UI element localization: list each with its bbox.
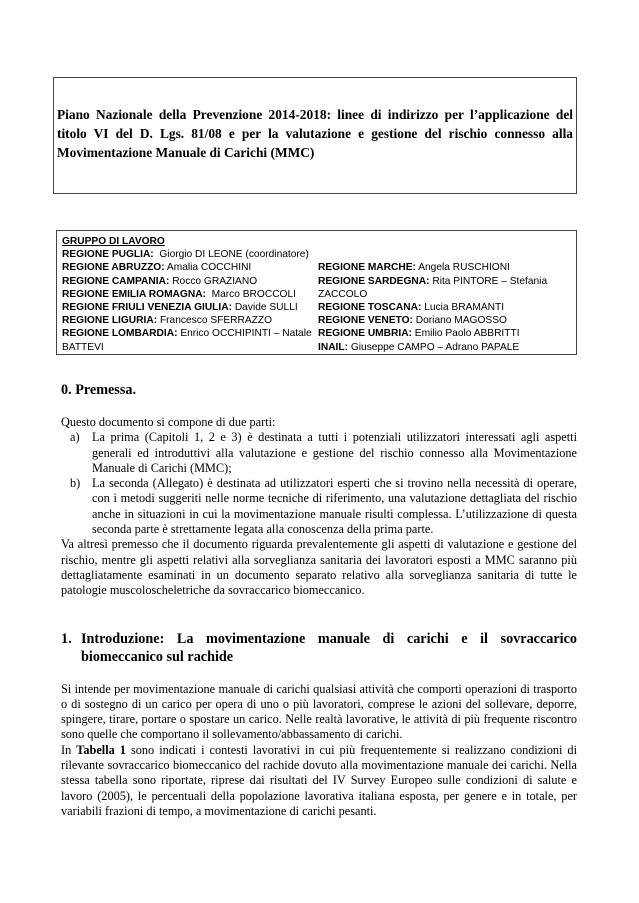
working-group-heading: GRUPPO DI LAVORO — [62, 236, 165, 247]
member-row — [62, 248, 318, 261]
list-item-text: La seconda (Allegato) è destinata ad utilizzatori esperti che si trovino nella necessità di operare, con i metodi suggeriti nelle norme tecniche di riferimento, una valutazione dettagliata del rischio anche in situazioni in cui la movimentazione manuale risulti complessa. L’utilizzazione di questa seconda parte è strettamente legata alla conoscenza della prima parte. — [92, 476, 577, 537]
intro-paragraph-1: Si intende per movimentazione manuale di carichi qualsiasi attività che comporti operazioni di trasporto o di sostegno di un carico per opera di uno o più lavoratori, comprese le azioni del sollevare, deporre, spingere, tirare, portare o spostare un carico. Nelle realtà lavorative, le attività di più frequente riscontro sono quelle che comportano il sollevamento/abbassamento di carichi. — [61, 681, 577, 742]
table-reference: Tabella 1 — [76, 742, 126, 757]
list-item-label: b) — [70, 476, 81, 491]
member-row — [62, 275, 318, 288]
member-row — [318, 327, 572, 340]
member-names: Giorgio DI LEONE (coordinatore) — [159, 249, 309, 261]
premessa-list — [61, 430, 577, 537]
member-region: REGIONE CAMPANIA: — [62, 275, 170, 287]
member-region: REGIONE TOSCANA: — [318, 302, 422, 313]
member-row — [62, 288, 318, 301]
premessa-intro: Questo documento si compone di due parti: — [61, 415, 276, 429]
member-region: REGIONE ABRUZZO: — [62, 262, 165, 274]
working-group-box — [56, 230, 577, 355]
member-row — [62, 327, 318, 353]
working-group-right-column — [318, 248, 572, 354]
intro-paragraph-2 — [61, 743, 577, 819]
list-item — [61, 476, 577, 537]
member-row — [318, 341, 572, 354]
body-content — [61, 381, 577, 819]
title-box — [53, 77, 577, 194]
member-region: REGIONE LIGURIA: — [62, 315, 158, 327]
intro-paragraph-2-start: In — [61, 742, 72, 757]
member-region: REGIONE FRIULI VENEZIA GIULIA: — [62, 302, 232, 314]
working-group-left-column — [62, 248, 318, 354]
member-names: Lucia BRAMANTI — [424, 302, 505, 313]
member-names: Angela RUSCHIONI — [418, 262, 510, 274]
list-item — [61, 430, 577, 476]
intro-heading-title: Introduzione: La movimentazione manuale di carichi e il sovraccarico biomeccanico sul rachide — [81, 630, 577, 665]
member-region: REGIONE UMBRIA: — [318, 328, 412, 340]
column-spacer — [318, 248, 572, 261]
intro-paragraph-2-rest: sono indicati i contesti lavorativi in cui più frequentemente si realizzano condizioni di rilevante sovraccarico biomeccanico del rachide dovuto alla movimentazione manuale dei carichi. Nella stessa tabella sono riportate, riprese dai risultati del IV Survey Europeo sulle condizioni di salute e lavoro (2005), le percentuali della popolazione lavorativa italiana esposta, per genere e in totale, per variabili frazioni di tempo, a movimentazione di carichi pesanti. — [61, 742, 577, 818]
member-row — [62, 261, 318, 274]
member-names: Rocco GRAZIANO — [172, 275, 258, 287]
member-row — [62, 301, 318, 314]
member-region: REGIONE PUGLIA: — [62, 249, 154, 261]
member-region: REGIONE VENETO: — [318, 315, 413, 327]
member-row — [318, 261, 572, 274]
member-region: INAIL: — [318, 341, 348, 353]
member-names: Doriano MAGOSSO — [415, 315, 507, 327]
member-names: Emilio Paolo ABBRITTI — [414, 328, 520, 340]
member-region: REGIONE EMILIA ROMAGNA: — [62, 288, 206, 300]
document-title: Piano Nazionale della Prevenzione 2014-2018: linee di indirizzo per l’applicazione del titolo VI del D. Lgs. 81/08 e per la valutazione e gestione del rischio connesso alla Movimentazione Manuale di Carichi (MMC) — [57, 107, 573, 160]
member-names: Davide SULLI — [234, 302, 298, 314]
working-group-columns — [62, 248, 572, 354]
intro-heading-number: 1. — [61, 630, 72, 647]
member-row — [318, 275, 572, 301]
member-region: REGIONE SARDEGNA: — [318, 275, 430, 287]
premessa-closing: Va altresì premesso che il documento riguarda prevalentemente gli aspetti di valutazione e gestione del rischio, mentre gli aspetti relativi alla sorveglianza sanitaria dei lavoratori esposti a MMC saranno più dettagliatamente esaminati in un documento separato relativo alla sorveglianza sanitaria di tutte le patologie muscoloscheletriche da sovraccarico biomeccanico. — [61, 537, 577, 598]
premessa-heading: 0. Premessa. — [61, 382, 136, 398]
member-names: Enrico OCCHIPINTI – Natale BATTEVI — [62, 328, 312, 353]
member-region: REGIONE MARCHE: — [318, 262, 416, 274]
member-row — [318, 314, 572, 327]
member-row — [318, 301, 572, 314]
intro-heading — [61, 630, 577, 666]
member-names: Marco BROCCOLI — [211, 288, 296, 300]
member-names: Giuseppe CAMPO – Adrano PAPALE — [350, 341, 520, 353]
member-row — [62, 314, 318, 327]
member-names: Francesco SFERRAZZO — [159, 315, 273, 327]
member-names: Amalia COCCHINI — [166, 262, 252, 274]
list-item-text: La prima (Capitoli 1, 2 e 3) è destinata a tutti i potenziali utilizzatori interessati agli aspetti generali ed introduttivi alla valutazione e gestione del rischio connesso alla Movimentazione Manuale di Carichi (MMC); — [92, 430, 577, 475]
member-names: Rita PINTORE – Stefania ZACCOLO — [318, 275, 548, 300]
list-item-label: a) — [70, 430, 80, 445]
member-region: REGIONE LOMBARDIA: — [62, 328, 178, 340]
